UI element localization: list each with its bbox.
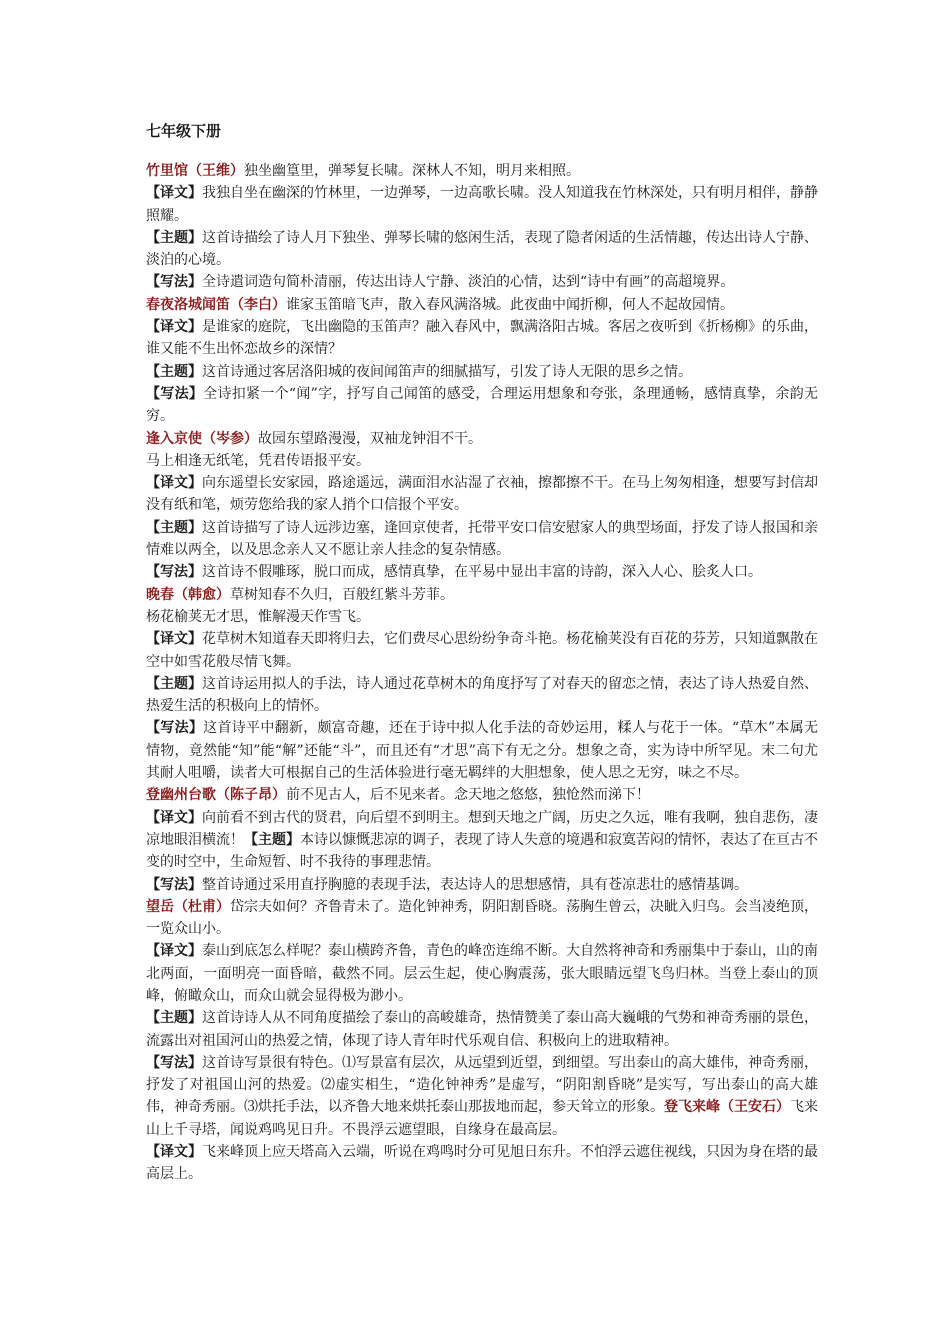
method-text: 整首诗通过采用直抒胸臆的表现手法，表达诗人的思想感情，具有苍凉悲壮的感情基调。 xyxy=(202,876,748,893)
poem-title: 逢入京使（岑参） xyxy=(146,430,258,447)
poem-title: 登飞来峰（王安石） xyxy=(664,1099,790,1116)
poem-text: 飞来山上千寻塔，闻说鸡鸣见日升。不畏浮云遮望眼，自缘身在最高层。 xyxy=(146,1099,818,1138)
theme-text: 这首诗通过客居洛阳城的夜间闻笛声的细腻描写，引发了诗人无限的思乡之情。 xyxy=(202,363,692,380)
method-paragraph xyxy=(146,874,818,896)
translation-paragraph xyxy=(146,807,818,874)
method-paragraph xyxy=(146,1052,818,1141)
poem-title: 望岳（杜甫） xyxy=(146,898,230,915)
theme-paragraph xyxy=(146,1007,818,1052)
method-tag: 【写法】 xyxy=(146,1054,202,1071)
translation-text: 向东遥望长安家园，路途遥远，满面泪水沾湿了衣袖，擦都擦不干。在马上匆匆相逢，想要写封信却没有纸和笔，烦劳您给我的家人捎个口信报个平安。 xyxy=(146,475,818,514)
translation-text: 是谁家的庭院，飞出幽隐的玉笛声？融入春风中，飘满洛阳古城。客居之夜听到《折杨柳》的乐曲，谁又能不生出怀恋故乡的深情？ xyxy=(146,319,818,358)
translation-paragraph xyxy=(146,182,818,227)
poem-text: 独坐幽篁里，弹琴复长啸。深林人不知，明月来相照。 xyxy=(244,163,580,179)
method-tag: 【写法】 xyxy=(146,876,202,893)
method-paragraph xyxy=(146,383,818,428)
translation-tag: 【译文】 xyxy=(146,631,202,648)
theme-tag: 【主题】 xyxy=(244,831,300,848)
poem-title: 竹里馆（王维） xyxy=(146,163,244,179)
poem-title: 晚春（韩愈） xyxy=(146,586,230,603)
poem-line xyxy=(146,294,818,316)
theme-tag: 【主题】 xyxy=(146,363,202,380)
theme-tag: 【主题】 xyxy=(146,229,202,246)
method-text: 全诗遣词造句简朴清丽，传达出诗人宁静、淡泊的心情，达到“诗中有画”的高超境界。 xyxy=(202,274,735,291)
translation-paragraph xyxy=(146,628,818,673)
method-tag: 【写法】 xyxy=(146,274,202,291)
translation-text: 花草树木知道春天即将归去，它们费尽心思纷纷争奇斗艳。杨花榆荚没有百花的芬芳，只知道飘散在空中如雪花般尽情飞舞。 xyxy=(146,631,818,670)
theme-paragraph xyxy=(146,227,818,272)
theme-paragraph xyxy=(146,673,818,718)
translation-paragraph xyxy=(146,940,818,1007)
document-body xyxy=(146,160,818,1186)
translation-text: 飞来峰顶上应天塔高入云端，听说在鸡鸣时分可见旭日东升。不怕浮云遮住视线，只因为身在塔的最高层上。 xyxy=(146,1144,818,1183)
method-tag: 【写法】 xyxy=(146,385,204,402)
poem-line xyxy=(146,160,818,182)
poem-title: 登幽州台歌（陈子昂） xyxy=(146,787,286,804)
poem-line xyxy=(146,584,818,606)
theme-tag: 【主题】 xyxy=(146,519,202,536)
poem-line-2: 杨花榆荚无才思，惟解漫天作雪飞。 xyxy=(146,608,370,625)
translation-tag: 【译文】 xyxy=(146,809,202,826)
translation-paragraph xyxy=(146,316,818,361)
method-paragraph xyxy=(146,271,818,293)
poem-title: 春夜洛城闻笛（李白） xyxy=(146,296,286,313)
method-tag: 【写法】 xyxy=(146,564,202,581)
poem-line xyxy=(146,784,818,806)
poem-line xyxy=(146,896,818,941)
translation-paragraph xyxy=(146,472,818,517)
theme-text: 这首诗诗人从不同角度描绘了泰山的高峻雄奇，热情赞美了泰山高大巍峨的气势和神奇秀丽的景色，流露出对祖国河山的热爱之情，体现了诗人青年时代乐观自信、积极向上的进取精神。 xyxy=(146,1010,818,1049)
poem-line xyxy=(146,428,818,450)
translation-tag: 【译文】 xyxy=(146,943,202,960)
translation-text: 向前看不到古代的贤君，向后望不到明主。想到天地之广阔，历史之久远，唯有我啊，独自悲伤，凄凉地眼泪横流！ xyxy=(146,809,818,848)
poem-text: 谁家玉笛暗飞声，散入春风满洛城。此夜曲中闻折柳，何人不起故园情。 xyxy=(286,296,734,313)
method-text: 这首诗平中翻新，颇富奇趣，还在于诗中拟人化手法的奇妙运用，糅人与花于一体。“草木”本属无情物，竟然能“知”能“解”还能“斗”，而且还有“才思”高下有无之分。想象之奇，实为诗中所罕见。末二句尤其耐人咀嚼，读者大可根据自己的生活体验进行毫无羁绊的大胆想象，使人思之无穷，味之不尽。 xyxy=(146,720,819,782)
theme-text: 这首诗描绘了诗人月下独坐、弹琴长啸的悠闲生活，表现了隐者闲适的生活情趣，传达出诗人宁静、淡泊的心境。 xyxy=(146,229,818,269)
poem-text: 岱宗夫如何？齐鲁青未了。造化钟神秀，阴阳割昏晓。荡胸生曾云，决眦入归鸟。会当凌绝顶，一览众山小。 xyxy=(146,898,818,938)
poem-text: 草树知春不久归，百般红紫斗芳菲。 xyxy=(230,586,454,603)
translation-text: 我独自坐在幽深的竹林里，一边弹琴，一边高歌长啸。没人知道我在竹林深处，只有明月相伴，静静照耀。 xyxy=(146,185,818,224)
method-tag: 【写法】 xyxy=(146,720,204,737)
method-text: 这首诗不假雕琢，脱口而成，感情真挚，在平易中显出丰富的诗韵，深入人心、脍炙人口。 xyxy=(202,564,762,581)
poem-text: 前不见古人，后不见来者。念天地之悠悠，独怆然而涕下！ xyxy=(286,787,650,804)
theme-text: 这首诗描写了诗人远涉边塞，逢回京使者，托带平安口信安慰家人的典型场面，抒发了诗人报国和亲情难以两全，以及思念亲人又不愿让亲人挂念的复杂情感。 xyxy=(146,519,818,559)
translation-tag: 【译文】 xyxy=(146,319,202,336)
theme-text: 这首诗运用拟人的手法，诗人通过花草树木的角度抒写了对春天的留恋之情，表达了诗人热爱自然、热爱生活的积极向上的情怀。 xyxy=(146,675,818,715)
theme-paragraph xyxy=(146,517,818,562)
translation-tag: 【译文】 xyxy=(146,185,202,202)
poem-line-2: 马上相逢无纸笔，凭君传语报平安。 xyxy=(146,452,370,469)
theme-tag: 【主题】 xyxy=(146,1010,202,1027)
method-paragraph xyxy=(146,561,818,583)
translation-text: 泰山到底怎么样呢？泰山横跨齐鲁，青色的峰峦连绵不断。大自然将神奇和秀丽集中于泰山，山的南北两面，一面明亮一面昏暗，截然不同。层云生起，使心胸震荡，张大眼睛远望飞鸟归林。当登上泰山的顶峰，俯瞰众山，而众山就会显得极为渺小。 xyxy=(146,943,818,1004)
translation-tag: 【译文】 xyxy=(146,475,202,492)
page-heading: 七年级下册 xyxy=(146,122,222,140)
method-text: 全诗扣紧一个“闻”字，抒写自己闻笛的感受，合理运用想象和夸张，条理通畅，感情真挚，余韵无穷。 xyxy=(146,385,819,425)
translation-tag: 【译文】 xyxy=(146,1144,202,1161)
theme-tag: 【主题】 xyxy=(146,675,202,692)
method-paragraph xyxy=(146,717,818,784)
theme-paragraph xyxy=(146,361,818,383)
translation-paragraph xyxy=(146,1141,818,1186)
method-text: 这首诗写景很有特色。⑴写景富有层次，从远望到近望，到细望。写出泰山的高大雄伟，神奇秀丽，抒发了对祖国山河的热爱。⑵虚实相生，“造化钟神秀”是虚写，“阴阳割昏晓”是实写，写出泰山的高大雄伟，神奇秀丽。⑶烘托手法，以齐鲁大地来烘托泰山那拔地而起，参天耸立的形象。 xyxy=(146,1054,818,1116)
theme-text: 本诗以慷慨悲凉的调子，表现了诗人失意的境遇和寂寞苦闷的情怀，表达了在亘古不变的时空中，生命短暂、时不我待的事理悲情。 xyxy=(146,831,818,871)
poem-text: 故园东望路漫漫，双袖龙钟泪不干。 xyxy=(258,430,482,447)
